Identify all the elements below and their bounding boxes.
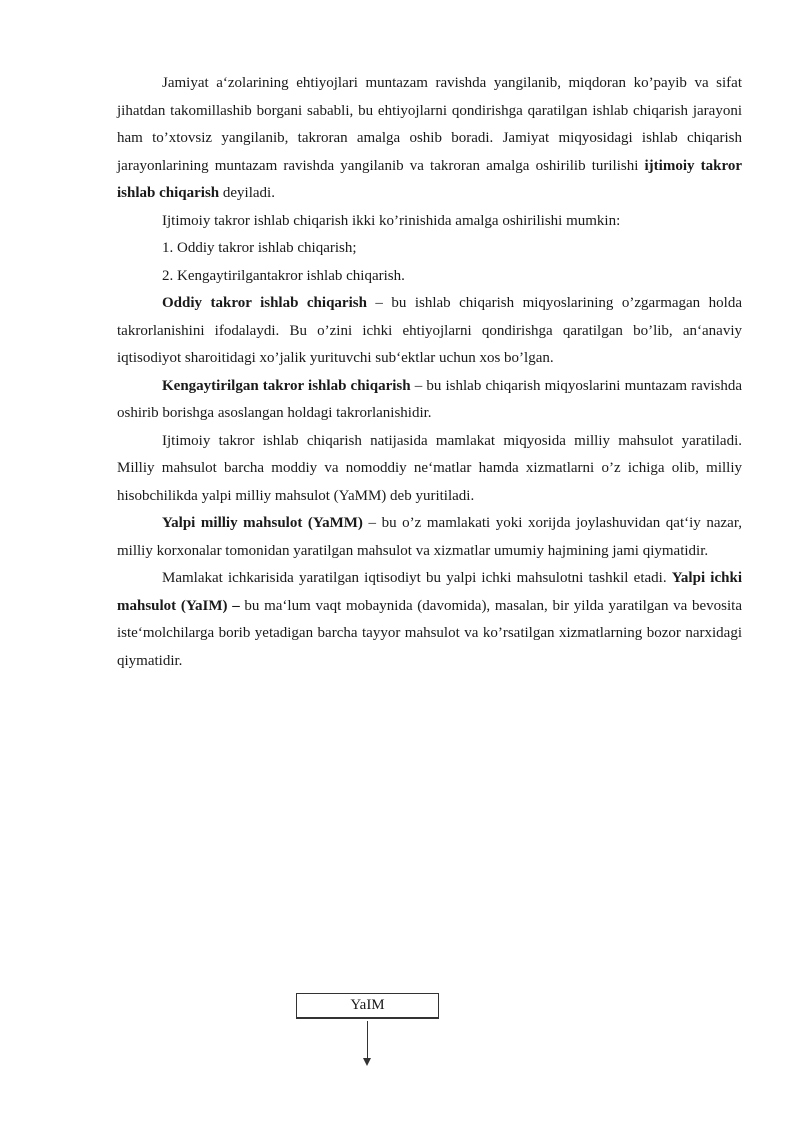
paragraph-extended-definition: Kengaytirilgan takror ishlab chiqarish – bu ishlab chiqarish miqyoslarini muntazam ravishda oshirib borishga asoslangan holdagi takrorlanishidir.: [117, 377, 742, 421]
term-gdp: Yalpi ichki mahsulot (YaIM) –: [117, 570, 742, 614]
list-item-simple: 1. Oddiy takror ishlab chiqarish;: [162, 240, 357, 256]
paragraph-simple-definition: Oddiy takror ishlab chiqarish – bu ishlab chiqarish miqyoslarining o’zgarmagan holda takrorlanishini ifodalaydi. Bu o’zini ichki ehtiyojlarni qondirishga qaratilgan bo’lib, an‘anaviy iqtisodiyot sharoitidagi xo’jalik yurituvchi sub‘ektlar uchun xos bo’lgan.: [117, 295, 742, 366]
term-extended-reproduction: Kengaytirilgan takror ishlab chiqarish: [162, 377, 411, 394]
paragraph-gnp-definition: Yalpi milliy mahsulot (YaMM) – bu o’z mamlakati yoki xorijda joylashuvidan qat‘iy nazar, milliy korxonalar tomonidan yaratilgan mahsulot va xizmatlar umumiy hajmining jami qiymatidir.: [117, 515, 742, 559]
paragraph-national-product: Ijtimoiy takror ishlab chiqarish natijasida mamlakat miqyosida milliy mahsulot yaratiladi. Milliy mahsulot barcha moddiy va nomoddiy ne‘matlar hamda xizmatlarni o’z ichiga olib, milliy hisobchilikda yalpi milliy mahsulot (YaMM) deb yuritiladi.: [117, 432, 742, 504]
diagram-arrow-line: [367, 1021, 368, 1059]
term-gnp: Yalpi milliy mahsulot (YaMM): [162, 515, 363, 531]
paragraph-reproduction-intro: Jamiyat a‘zolarining ehtiyojlari muntazam ravishda yangilanib, miqdoran ko’payib va sifat jihatdan takomillashib borgani sababli, bu ehtiyojlarni qondirishga qaratilgan ishlab chiqarish jarayoni ham to’xtovsiz yangilanib, takroran amalga oshib boradi. Jamiyat miqyosidagi ishlab chiqarish jarayonlarining muntazam ravishda yangilanib va takroran amalga oshirilib turilishi ijtimoiy takror ishlab chiqarish deyiladi.: [117, 75, 742, 201]
paragraph-gdp-definition: Mamlakat ichkarisida yaratilgan iqtisodiyt bu yalpi ichki mahsulotni tashkil etadi. Yalpi ichki mahsulot (YaIM) – bu ma‘lum vaqt mobaynida (davomida), masalan, bir yilda yaratilgan va bevosita iste‘molchilarga borib yetadigan barcha tayyor mahsulot va ko’rsatilgan xizmatlarning bozor narxidagi qiymatidir.: [117, 570, 742, 669]
arrow-down-icon: [363, 1058, 371, 1066]
paragraph-forms-intro: Ijtimoiy takror ishlab chiqarish ikki ko’rinishida amalga oshirilishi mumkin:: [162, 212, 621, 229]
list-item-extended: 2. Kengaytirilgantakror ishlab chiqarish.: [162, 267, 405, 284]
diagram-box-yaim: YaIM: [296, 993, 439, 1019]
term-simple-reproduction: Oddiy takror ishlab chiqarish: [162, 295, 367, 311]
document-body: [117, 70, 742, 675]
term-social-reproduction: ijtimoiy takror ishlab chiqarish: [117, 157, 742, 201]
